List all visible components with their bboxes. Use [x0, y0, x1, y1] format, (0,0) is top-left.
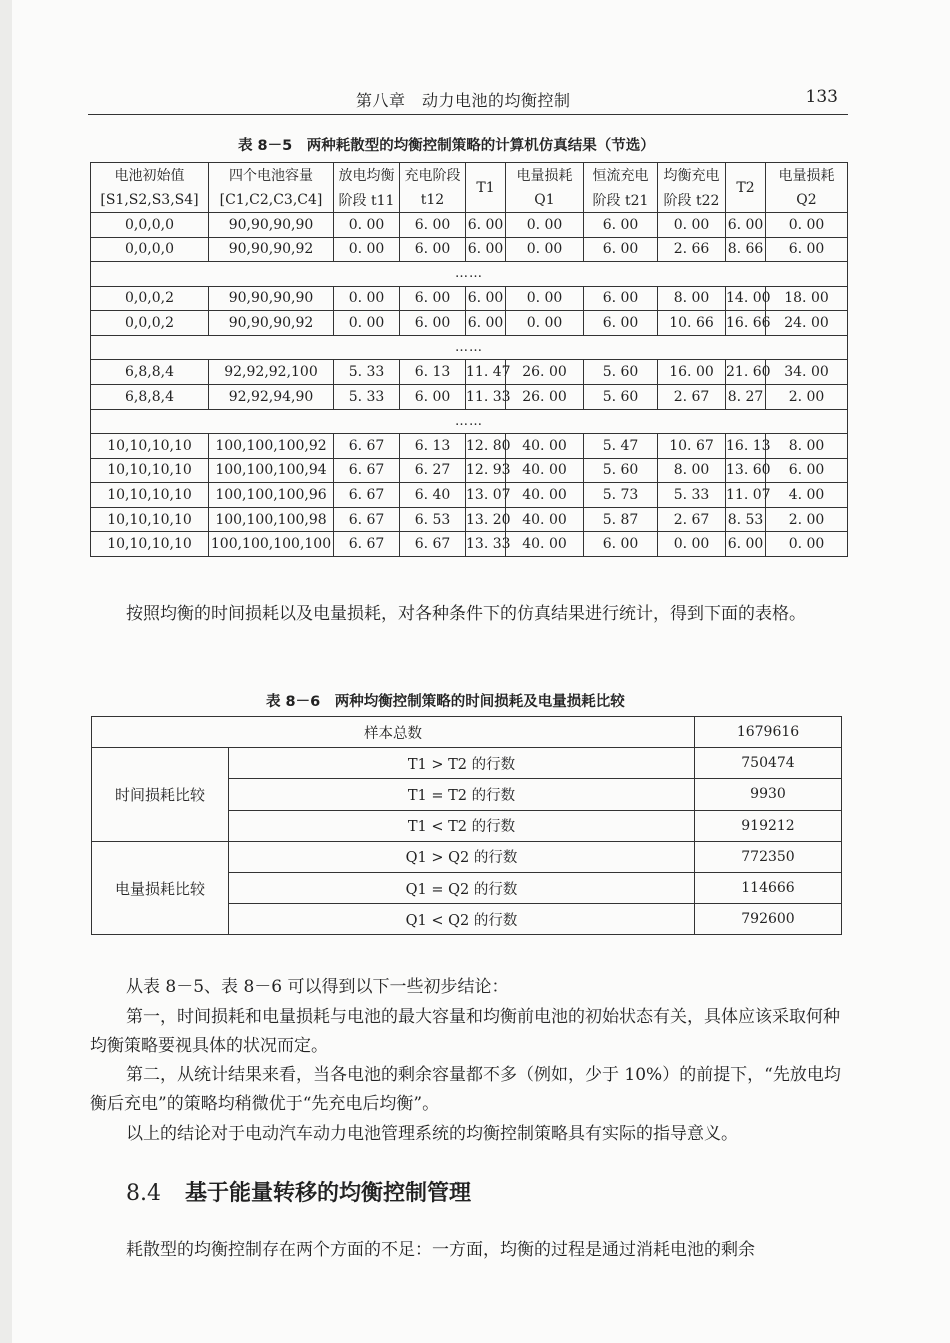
- table-cell: 2. 66: [658, 237, 726, 262]
- table-cell: 6. 13: [400, 434, 466, 459]
- table-cell: 10. 66: [658, 311, 726, 336]
- table-8-5-body: [91, 213, 848, 557]
- table-cell: 6. 00: [400, 286, 466, 311]
- table-cell: 0,0,0,2: [91, 311, 209, 336]
- header-t12: t12: [400, 188, 466, 213]
- time-row-value: 919212: [695, 810, 842, 841]
- section-heading: [126, 1176, 471, 1207]
- ellipsis-row: [91, 335, 848, 360]
- table-cell: 21. 60: [726, 360, 766, 385]
- table-cell: 8. 00: [766, 434, 848, 459]
- page-header: [88, 84, 848, 115]
- table-row: [91, 384, 848, 409]
- ellipsis-row: [91, 262, 848, 287]
- header-balance-charge: 均衡充电: [658, 163, 726, 188]
- table-cell: 34. 00: [766, 360, 848, 385]
- table-cell: 14. 00: [726, 286, 766, 311]
- table-row: [91, 532, 848, 557]
- table-header-row: [91, 163, 848, 188]
- table-cell: 2. 67: [658, 384, 726, 409]
- energy-row-value: 772350: [695, 841, 842, 872]
- table-cell: 90,90,90,90: [209, 286, 334, 311]
- energy-loss-group: 电量损耗比较: [92, 841, 229, 935]
- table-cell: 0. 00: [334, 311, 400, 336]
- table-cell: 100,100,100,92: [209, 434, 334, 459]
- table-cell: 11. 07: [726, 483, 766, 508]
- table-cell: 0. 00: [506, 213, 584, 238]
- table-8-6-caption: 表 8－6 两种均衡控制策略的时间损耗及电量损耗比较: [266, 694, 625, 710]
- table-cell: 0. 00: [766, 213, 848, 238]
- table-cell: 8. 66: [726, 237, 766, 262]
- table-cell: 90,90,90,92: [209, 237, 334, 262]
- table-row: [91, 311, 848, 336]
- table-cell: 6,8,8,4: [91, 384, 209, 409]
- table-cell: 100,100,100,100: [209, 532, 334, 557]
- table-cell: 0. 00: [506, 311, 584, 336]
- time-row-label: T1 < T2 的行数: [229, 810, 695, 841]
- table-row: [92, 717, 842, 748]
- table-row: [91, 286, 848, 311]
- table-cell: 6. 53: [400, 507, 466, 532]
- table-cell: 100,100,100,96: [209, 483, 334, 508]
- table-cell: 40. 00: [506, 507, 584, 532]
- table-cell: 5. 33: [658, 483, 726, 508]
- table-cell: 13. 60: [726, 458, 766, 483]
- table-cell: 11. 47: [466, 360, 506, 385]
- table-8-6: [91, 716, 842, 935]
- table-cell: 5. 60: [584, 360, 658, 385]
- table-row: [91, 507, 848, 532]
- table-cell: 6. 67: [334, 458, 400, 483]
- energy-row-value: 792600: [695, 904, 842, 935]
- table-row: [92, 841, 842, 872]
- table-cell: 8. 53: [726, 507, 766, 532]
- table-cell: 6,8,8,4: [91, 360, 209, 385]
- energy-row-value: 114666: [695, 872, 842, 903]
- table-cell: 6. 00: [466, 286, 506, 311]
- table-cell: 40. 00: [506, 434, 584, 459]
- table-cell: 6. 00: [400, 213, 466, 238]
- page-gutter: [0, 0, 12, 1343]
- table-8-5-caption: 表 8－5 两种耗散型的均衡控制策略的计算机仿真结果（节选）: [238, 138, 655, 154]
- conclusion-third: 以上的结论对于电动汽车动力电池管理系统的均衡控制策略具有实际的指导意义。: [126, 1124, 738, 1144]
- table-cell: 6. 00: [584, 532, 658, 557]
- table-cell: 100,100,100,98: [209, 507, 334, 532]
- conclusion-intro: 从表 8－5、表 8－6 可以得到以下一些初步结论：: [126, 977, 509, 997]
- header-t22: 阶段 t22: [658, 188, 726, 213]
- table-cell: 13. 07: [466, 483, 506, 508]
- table-cell: 6. 00: [400, 384, 466, 409]
- table-cell: 10,10,10,10: [91, 458, 209, 483]
- time-loss-group: 时间损耗比较: [92, 748, 229, 842]
- table-cell: 8. 00: [658, 286, 726, 311]
- table-cell: 6. 67: [400, 532, 466, 557]
- table-cell: 26. 00: [506, 360, 584, 385]
- table-cell: 6. 00: [466, 237, 506, 262]
- table-cell: 4. 00: [766, 483, 848, 508]
- table-cell: 6. 40: [400, 483, 466, 508]
- table-cell: 40. 00: [506, 483, 584, 508]
- table-row: [92, 748, 842, 779]
- total-label: 样本总数: [92, 717, 695, 748]
- chapter-title: 第八章 动力电池的均衡控制: [356, 91, 571, 110]
- table-cell: 40. 00: [506, 458, 584, 483]
- energy-row-label: Q1 < Q2 的行数: [229, 904, 695, 935]
- header-capacity-vector: [C1,C2,C3,C4]: [209, 188, 334, 213]
- ellipsis: ……: [91, 335, 848, 360]
- table-cell: 5. 87: [584, 507, 658, 532]
- table-cell: 90,90,90,90: [209, 213, 334, 238]
- header-charge-stage: 充电阶段: [400, 163, 466, 188]
- header-energy-loss-1: 电量损耗: [506, 163, 584, 188]
- page-number: 133: [805, 87, 838, 107]
- table-cell: 6. 67: [334, 507, 400, 532]
- header-capacity: 四个电池容量: [209, 163, 334, 188]
- table-cell: 92,92,92,100: [209, 360, 334, 385]
- table-cell: 6. 00: [400, 237, 466, 262]
- table-cell: 10,10,10,10: [91, 532, 209, 557]
- header-t2: T2: [726, 163, 766, 213]
- header-discharge-balance: 放电均衡: [334, 163, 400, 188]
- table-row: [91, 237, 848, 262]
- table-cell: 5. 60: [584, 384, 658, 409]
- table-cell: 10. 67: [658, 434, 726, 459]
- header-q2: Q2: [766, 188, 848, 213]
- header-t1: T1: [466, 163, 506, 213]
- table-cell: 6. 00: [466, 311, 506, 336]
- time-row-value: 9930: [695, 779, 842, 810]
- table-cell: 5. 33: [334, 384, 400, 409]
- table-row: [91, 360, 848, 385]
- section-title: 基于能量转移的均衡控制管理: [185, 1181, 472, 1206]
- table-cell: 0. 00: [658, 532, 726, 557]
- conclusion-first: 第一，时间损耗和电量损耗与电池的最大容量和均衡前电池的初始状态有关，具体应该采取何种均衡策略要视具体的状况而定。: [90, 1007, 840, 1056]
- table-cell: 0. 00: [334, 237, 400, 262]
- table-cell: 0,0,0,0: [91, 213, 209, 238]
- ellipsis-row: [91, 409, 848, 434]
- table-cell: 6. 67: [334, 532, 400, 557]
- table-cell: 10,10,10,10: [91, 483, 209, 508]
- table-cell: 16. 66: [726, 311, 766, 336]
- header-constant-current: 恒流充电: [584, 163, 658, 188]
- table-cell: 0. 00: [658, 213, 726, 238]
- table-cell: 16. 00: [658, 360, 726, 385]
- table-cell: 6. 00: [726, 213, 766, 238]
- table-cell: 92,92,94,90: [209, 384, 334, 409]
- table-cell: 6. 27: [400, 458, 466, 483]
- header-energy-loss-2: 电量损耗: [766, 163, 848, 188]
- table-cell: 90,90,90,92: [209, 311, 334, 336]
- table-cell: 5. 60: [584, 458, 658, 483]
- table-cell: 6. 00: [584, 311, 658, 336]
- table-cell: 2. 00: [766, 384, 848, 409]
- header-initial-vector: [S1,S2,S3,S4]: [91, 188, 209, 213]
- table-cell: 11. 33: [466, 384, 506, 409]
- paragraph-statistics: 按照均衡的时间损耗以及电量损耗，对各种条件下的仿真结果进行统计，得到下面的表格。: [126, 604, 806, 624]
- time-row-label: T1 > T2 的行数: [229, 748, 695, 779]
- table-cell: 0. 00: [334, 286, 400, 311]
- energy-row-label: Q1 > Q2 的行数: [229, 841, 695, 872]
- table-cell: 6. 00: [726, 532, 766, 557]
- table-cell: 12. 93: [466, 458, 506, 483]
- table-cell: 5. 73: [584, 483, 658, 508]
- table-cell: 8. 27: [726, 384, 766, 409]
- table-cell: 100,100,100,94: [209, 458, 334, 483]
- table-cell: 40. 00: [506, 532, 584, 557]
- table-row: [91, 458, 848, 483]
- table-cell: 2. 00: [766, 507, 848, 532]
- table-cell: 0. 00: [506, 237, 584, 262]
- table-cell: 16. 13: [726, 434, 766, 459]
- time-row-value: 750474: [695, 748, 842, 779]
- table-cell: 18. 00: [766, 286, 848, 311]
- conclusion-second: 第二，从统计结果来看，当各电池的剩余容量都不多（例如，少于 10%）的前提下，“先放电均衡后充电”的策略均稍微优于“先充电后均衡”。: [90, 1065, 841, 1114]
- table-cell: 0,0,0,0: [91, 237, 209, 262]
- table-cell: 0. 00: [506, 286, 584, 311]
- table-cell: 10,10,10,10: [91, 507, 209, 532]
- table-cell: 6. 00: [584, 237, 658, 262]
- header-initial-value: 电池初始值: [91, 163, 209, 188]
- table-cell: 5. 47: [584, 434, 658, 459]
- table-cell: 6. 00: [584, 286, 658, 311]
- table-cell: 6. 00: [766, 458, 848, 483]
- total-value: 1679616: [695, 717, 842, 748]
- table-cell: 0,0,0,2: [91, 286, 209, 311]
- table-cell: 6. 67: [334, 434, 400, 459]
- table-row: [91, 483, 848, 508]
- time-row-label: T1 = T2 的行数: [229, 779, 695, 810]
- ellipsis: ……: [91, 409, 848, 434]
- table-cell: 26. 00: [506, 384, 584, 409]
- table-cell: 13. 33: [466, 532, 506, 557]
- table-cell: 6. 00: [400, 311, 466, 336]
- table-row: [91, 434, 848, 459]
- section-number: 8.4: [126, 1181, 161, 1206]
- table-cell: 8. 00: [658, 458, 726, 483]
- table-8-5: [90, 162, 848, 557]
- table-cell: 13. 20: [466, 507, 506, 532]
- table-row: [91, 213, 848, 238]
- table-cell: 0. 00: [334, 213, 400, 238]
- table-cell: 0. 00: [766, 532, 848, 557]
- paragraph-dissipative: 耗散型的均衡控制存在两个方面的不足：一方面，均衡的过程是通过消耗电池的剩余: [126, 1240, 755, 1260]
- table-cell: 10,10,10,10: [91, 434, 209, 459]
- header-t11: 阶段 t11: [334, 188, 400, 213]
- table-cell: 6. 13: [400, 360, 466, 385]
- table-cell: 2. 67: [658, 507, 726, 532]
- table-cell: 24. 00: [766, 311, 848, 336]
- table-cell: 6. 00: [466, 213, 506, 238]
- table-cell: 6. 67: [334, 483, 400, 508]
- table-cell: 6. 00: [584, 213, 658, 238]
- table-cell: 5. 33: [334, 360, 400, 385]
- header-t21: 阶段 t21: [584, 188, 658, 213]
- table-cell: 6. 00: [766, 237, 848, 262]
- energy-row-label: Q1 = Q2 的行数: [229, 872, 695, 903]
- table-cell: 12. 80: [466, 434, 506, 459]
- ellipsis: ……: [91, 262, 848, 287]
- header-q1: Q1: [506, 188, 584, 213]
